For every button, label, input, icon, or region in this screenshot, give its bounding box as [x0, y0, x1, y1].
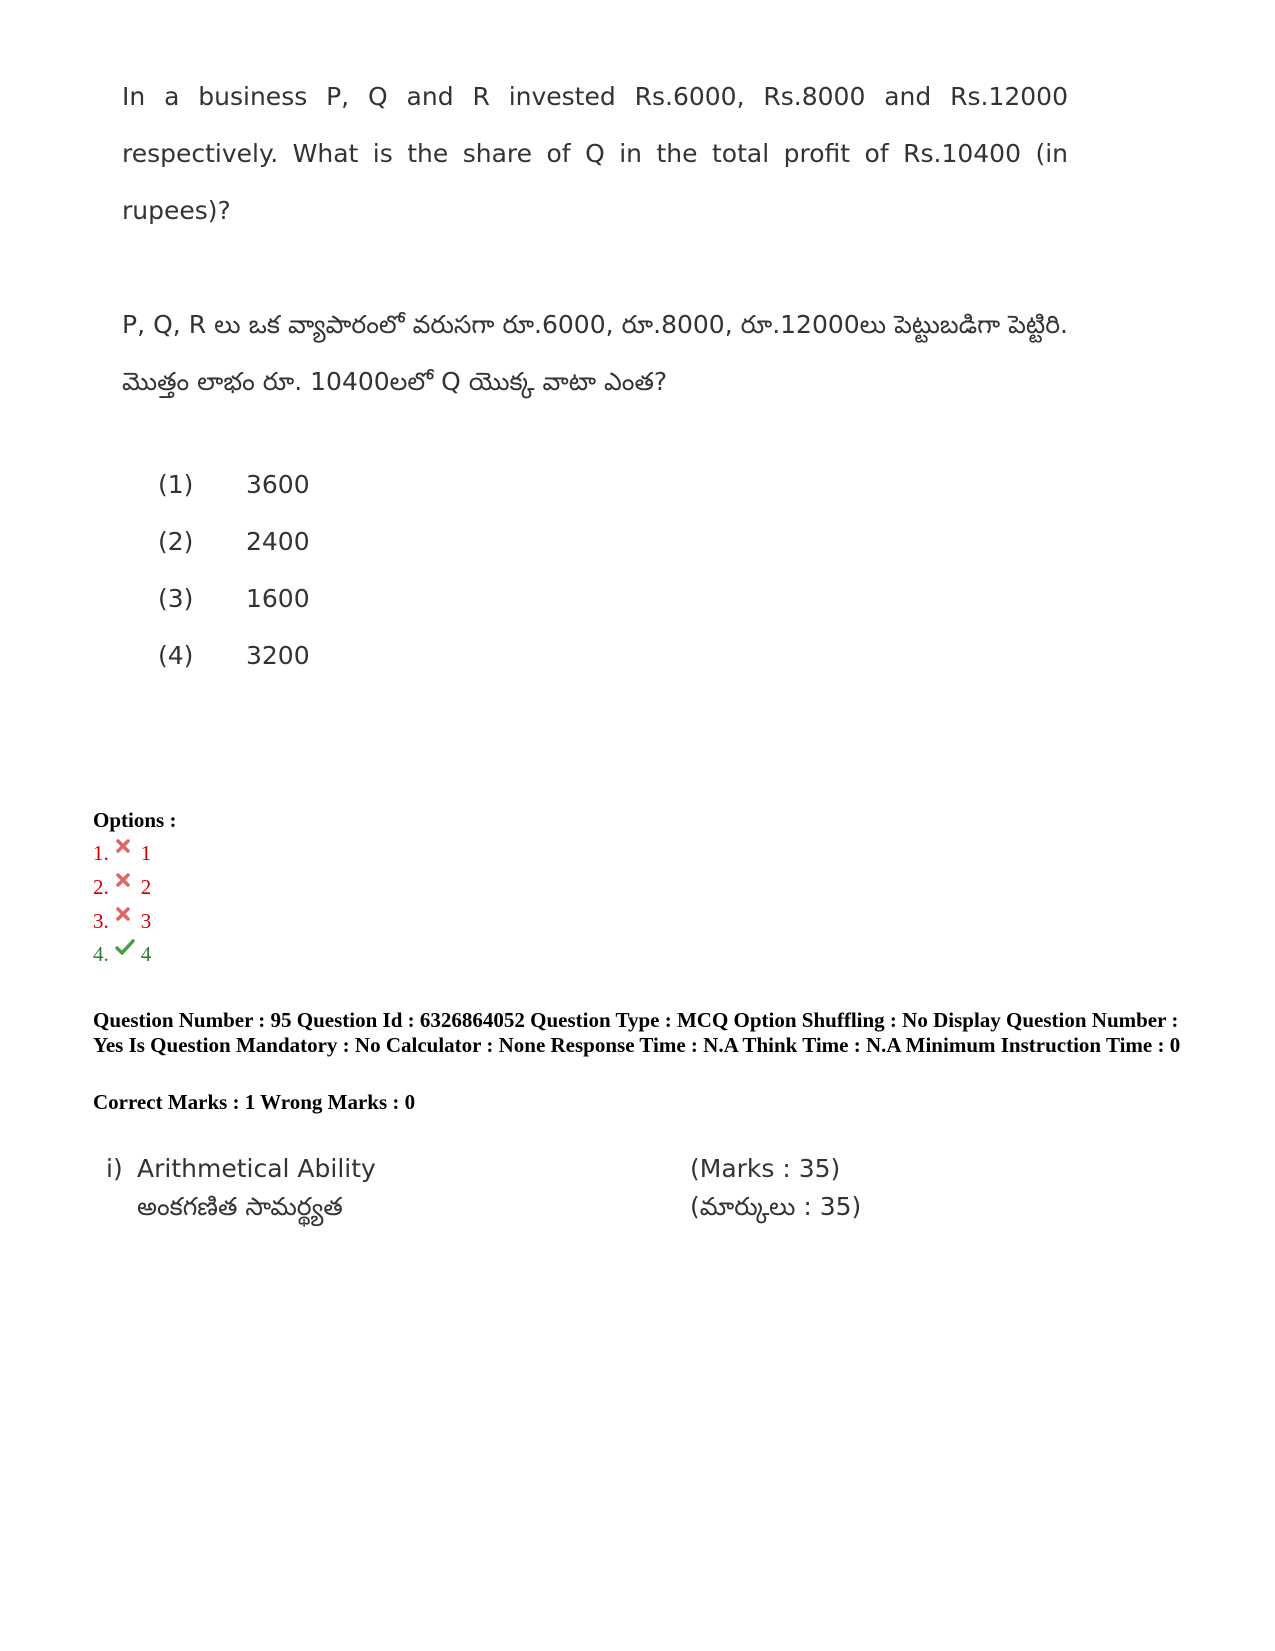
question-meta: Question Number : 95 Question Id : 6326864052 Question Type : MCQ Option Shuffling : No Display Question Number : Yes Is Question Mandatory : No Calculator : None Response Time : N.A Think Time : N.A Minimum Instruction Time : 0	[93, 1008, 1181, 1057]
option-index: 1.	[93, 841, 109, 865]
choice-value: 3200	[246, 641, 310, 670]
option-index: 2.	[93, 875, 109, 899]
choice-number: (4)	[158, 641, 194, 670]
option-index: 3.	[93, 909, 109, 933]
section-title-english: Arithmetical Ability	[137, 1154, 376, 1183]
check-icon	[115, 936, 135, 961]
cross-icon	[115, 869, 135, 894]
option-label: 1	[140, 841, 152, 865]
choice-value: 2400	[246, 527, 310, 556]
section-marks-english: (Marks : 35)	[690, 1154, 841, 1183]
choice-value: 3600	[246, 470, 310, 499]
cross-icon	[115, 903, 135, 928]
options-heading: Options :	[93, 808, 177, 832]
choice-number: (2)	[158, 527, 194, 556]
choice-number: (1)	[158, 470, 194, 499]
choice-number: (3)	[158, 584, 194, 613]
option-label: 3	[140, 909, 152, 933]
choice-3	[158, 584, 310, 613]
marks-line: Correct Marks : 1 Wrong Marks : 0	[93, 1090, 416, 1114]
option-row-1	[93, 841, 151, 866]
choice-1	[158, 470, 310, 499]
option-row-4	[93, 942, 151, 967]
option-index: 4.	[93, 942, 109, 966]
choice-4	[158, 641, 310, 670]
option-label: 2	[140, 875, 152, 899]
option-label: 4	[140, 942, 152, 966]
option-row-2	[93, 875, 151, 900]
option-row-3	[93, 909, 151, 934]
section-roman-numeral: i)	[106, 1154, 123, 1183]
section-title-telugu: అంకగణిత సామర్థ్యత	[137, 1192, 343, 1221]
question-text-english: In a business P, Q and R invested Rs.6000, Rs.8000 and Rs.12000 respectively. What is the share of Q in the total profit of Rs.10400 (in rupees)?	[122, 82, 1068, 225]
choice-value: 1600	[246, 584, 310, 613]
choice-2	[158, 527, 310, 556]
question-text-telugu: P, Q, R లు ఒక వ్యాపారంలో వరుసగా రూ.6000, రూ.8000, రూ.12000లు పెట్టుబడిగా పెట్టిరి. మొత్తం లాభం రూ. 10400లలో Q యొక్క వాటా ఎంత?	[122, 310, 1068, 396]
cross-icon	[115, 835, 135, 860]
section-marks-telugu: (మార్కులు : 35)	[690, 1192, 862, 1221]
